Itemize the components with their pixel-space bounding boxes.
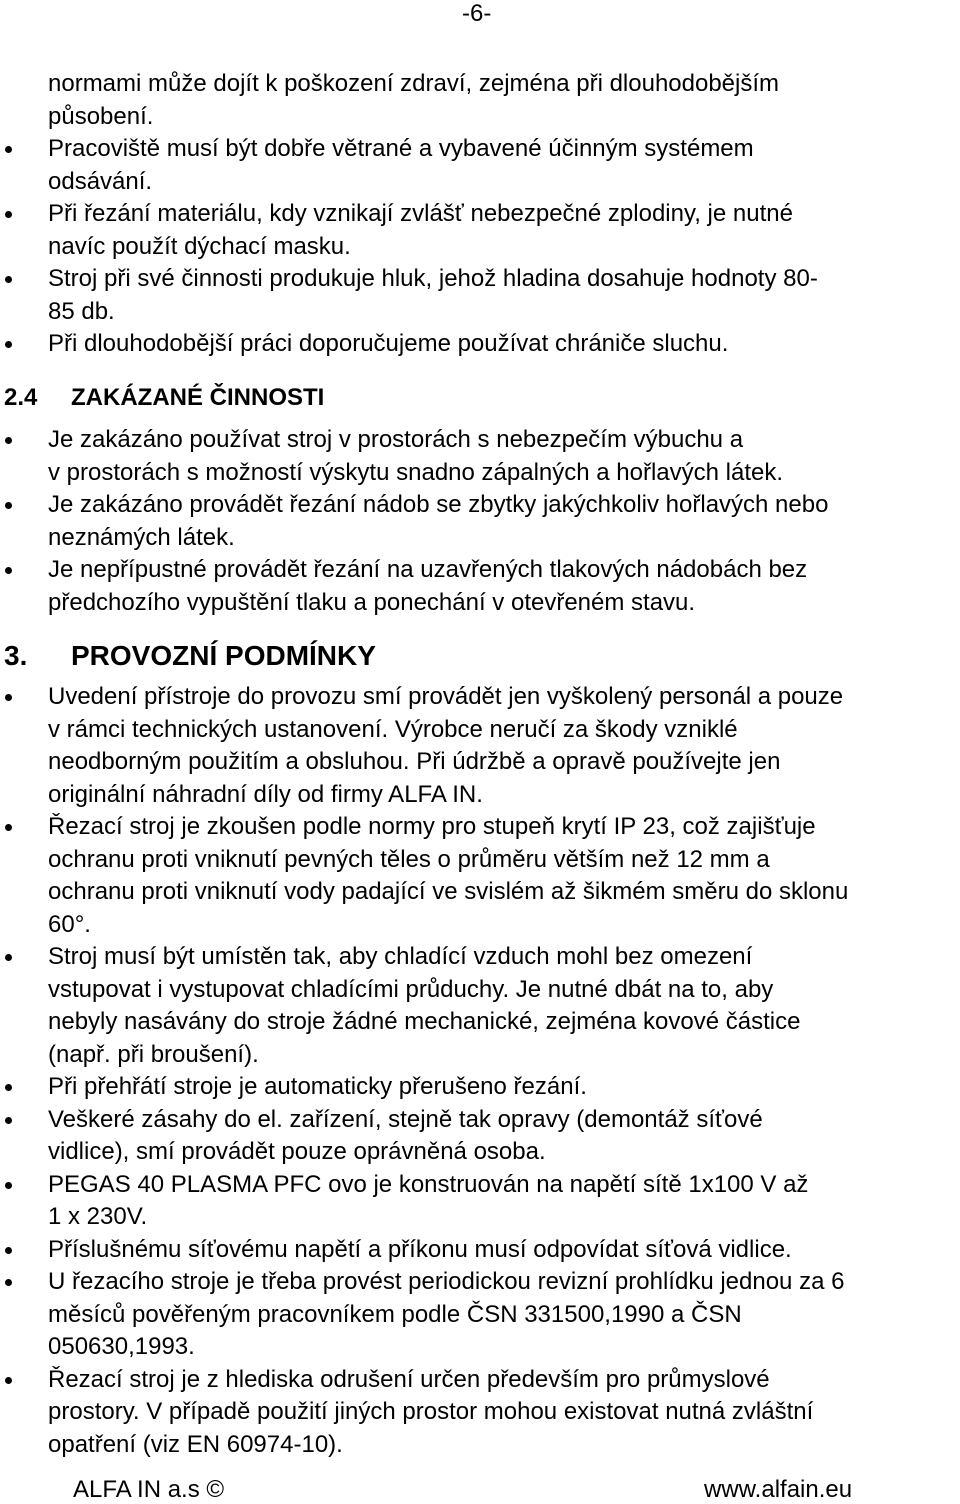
prohibited-activities-list: [0, 424, 960, 619]
list-item: [0, 1071, 960, 1104]
text-line: Je nepřípustné provádět řezání na uzavřených tlakových nádobách bez: [48, 556, 808, 583]
list-item: [0, 489, 960, 554]
text-line: Řezací stroj je z hlediska odrušení určen především pro průmyslové: [48, 1365, 770, 1393]
list-item: [0, 1364, 960, 1462]
list-item: [0, 328, 960, 361]
text-line: v rámci technických ustanovení. Výrobce neručí za škody vzniklé: [48, 715, 738, 743]
text-line: Stroj musí být umístěn tak, aby chladící vzduch mohl bez omezení: [48, 943, 753, 970]
text-line: prostory. V případě použití jiných prostor mohou existovat nutná zvláštní: [48, 1398, 814, 1425]
text-line: odsávání.: [48, 167, 153, 195]
text-line: Je zakázáno používat stroj v prostorách s nebezpečím výbuchu a: [48, 426, 744, 453]
bullet-icon: [5, 1117, 12, 1124]
bullet-icon: [5, 1377, 12, 1384]
footer-website: www.alfain.eu: [704, 1476, 853, 1503]
bullet-icon: [5, 567, 12, 574]
text-line: Při dlouhodobější práci doporučujeme používat chrániče sluchu.: [48, 330, 729, 357]
bullet-icon: [5, 276, 12, 283]
text-line: předchozího vypuštění tlaku a ponechání v otevřeném stavu.: [48, 588, 696, 616]
intro-bullet-list: [0, 68, 960, 361]
list-item: [0, 263, 960, 328]
text-line: ochranu proti vniknutí vody padající ve svislém až šikmém směru do sklonu: [48, 878, 849, 905]
list-item: [0, 68, 960, 133]
bullet-icon: [5, 824, 12, 831]
text-line: Pracoviště musí být dobře větrané a vybavené účinným systémem: [48, 135, 754, 162]
list-item: [0, 811, 960, 941]
text-line: originální náhradní díly od firmy ALFA IN.: [48, 780, 483, 808]
text-line: Veškeré zásahy do el. zařízení, stejně tak opravy (demontáž síťové: [48, 1105, 763, 1133]
list-item: [0, 1266, 960, 1364]
list-item: [0, 1104, 960, 1169]
text-line: Je zakázáno provádět řezání nádob se zbytky jakýchkoliv hořlavých nebo: [48, 491, 829, 518]
text-line: Řezací stroj je zkoušen podle normy pro stupeň krytí IP 23, což zajišťuje: [48, 813, 816, 840]
bullet-icon: [5, 146, 12, 153]
text-line: PEGAS 40 PLASMA PFC ovo je konstruován na napětí sítě 1x100 V až: [48, 1170, 809, 1198]
text-line: nebyly nasávány do stroje žádné mechanické, zejména kovové částice: [48, 1008, 801, 1035]
list-item: [0, 554, 960, 619]
bullet-icon: [5, 954, 12, 961]
text-line: Uvedení přístroje do provozu smí provádět jen vyškolený personál a pouze: [48, 683, 844, 710]
text-line: 60°.: [48, 910, 91, 938]
list-item: [0, 133, 960, 198]
section-number: 2.4: [4, 384, 38, 411]
section-number: 3.: [4, 640, 28, 671]
section-heading-2-4: [4, 384, 324, 412]
page-number: -6-: [462, 0, 492, 27]
text-line: navíc použít dýchací masku.: [48, 232, 351, 260]
bullet-icon: [5, 341, 12, 348]
list-item: [0, 681, 960, 811]
text-line: Příslušnému síťovému napětí a příkonu musí odpovídat síťová vidlice.: [48, 1235, 792, 1263]
text-line: opatření (viz EN 60974-10).: [48, 1430, 343, 1458]
text-line: Stroj při své činnosti produkuje hluk, jehož hladina dosahuje hodnoty 80-: [48, 265, 818, 292]
text-line: Při přehřátí stroje je automaticky přerušeno řezání.: [48, 1073, 587, 1100]
footer-company: ALFA IN a.s ©: [73, 1476, 225, 1503]
operating-conditions-list: [0, 681, 960, 1461]
bullet-icon: [5, 437, 12, 444]
text-line: normami může dojít k poškození zdraví, zejména při dlouhodobějším: [48, 70, 780, 97]
section-title: PROVOZNÍ PODMÍNKY: [71, 640, 376, 671]
text-line: 1 x 230V.: [48, 1203, 148, 1230]
text-line: ochranu proti vniknutí pevných těles o průměru větším než 12 mm a: [48, 845, 770, 873]
text-line: neodborným použitím a obsluhou. Při údržbě a opravě používejte jen: [48, 748, 781, 775]
bullet-icon: [5, 1247, 12, 1254]
bullet-icon: [5, 1279, 12, 1286]
bullet-icon: [5, 502, 12, 509]
section-heading-3: [4, 640, 376, 672]
bullet-icon: [5, 694, 12, 701]
list-item: [0, 941, 960, 1071]
text-line: 050630,1993.: [48, 1333, 195, 1360]
list-item: [0, 424, 960, 489]
bullet-icon: [5, 1182, 12, 1189]
text-line: v prostorách s možností výskytu snadno zápalných a hořlavých látek.: [48, 458, 784, 486]
text-line: 85 db.: [48, 297, 115, 325]
bullet-icon: [5, 1084, 12, 1091]
text-line: vstupovat i vystupovat chladícími průduchy. Je nutné dbát na to, aby: [48, 975, 774, 1003]
text-line: působení.: [48, 102, 154, 130]
text-line: neznámých látek.: [48, 523, 235, 551]
text-line: U řezacího stroje je třeba provést periodickou revizní prohlídku jednou za 6: [48, 1268, 845, 1295]
text-line: měsíců pověřeným pracovníkem podle ČSN 331500,1990 a ČSN: [48, 1300, 742, 1328]
text-line: (např. při broušení).: [48, 1040, 259, 1068]
text-line: Při řezání materiálu, kdy vznikají zvlášť nebezpečné zplodiny, je nutné: [48, 200, 793, 227]
list-item: [0, 198, 960, 263]
list-item: [0, 1169, 960, 1234]
text-line: vidlice), smí provádět pouze oprávněná osoba.: [48, 1138, 546, 1165]
section-title: ZAKÁZANÉ ČINNOSTI: [71, 384, 325, 411]
bullet-icon: [5, 211, 12, 218]
list-item: [0, 1234, 960, 1267]
